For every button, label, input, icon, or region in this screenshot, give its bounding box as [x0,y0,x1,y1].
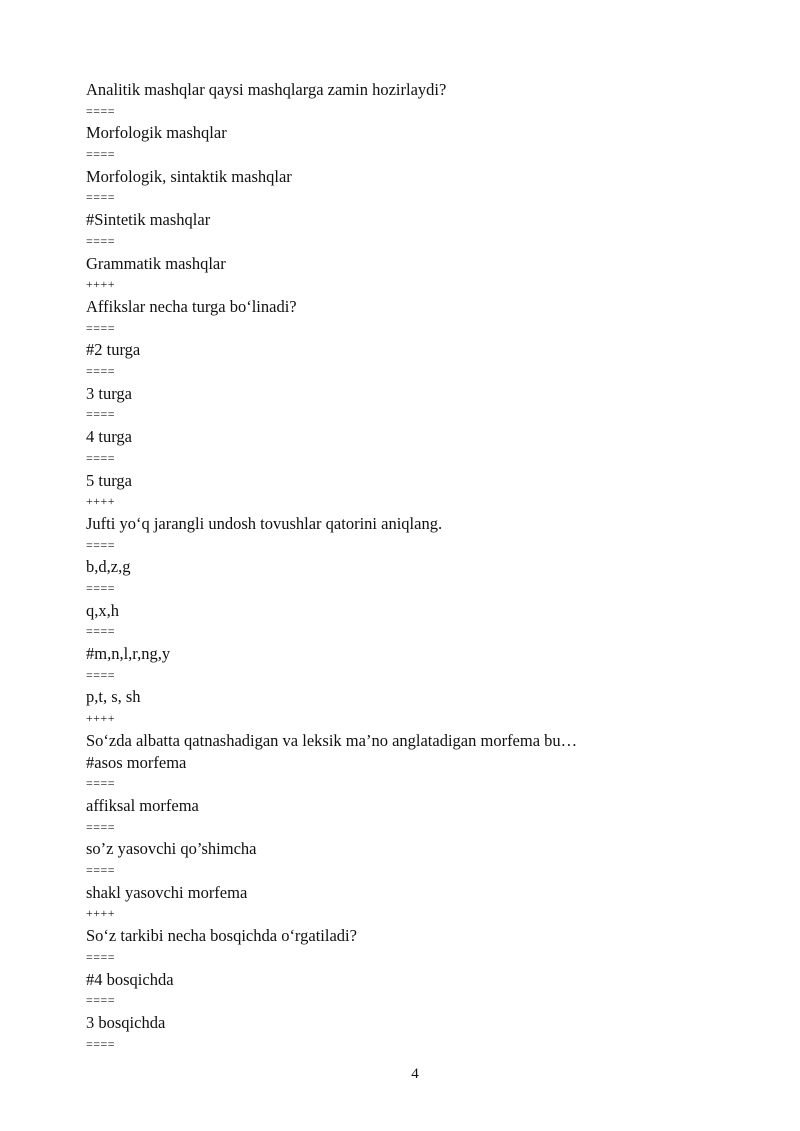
document-body [86,79,726,1055]
text-line: #m,n,l,r,ng,y [86,644,171,664]
text-line: 3 turga [86,383,132,403]
separator-line: ==== [86,147,116,162]
text-line: #asos morfema [86,752,187,772]
separator-line: ==== [86,364,116,379]
text-line: Grammatik mashqlar [86,253,226,273]
separator-line: ==== [86,233,116,248]
text-line: #4 bosqichda [86,969,174,989]
text-line: #2 turga [86,340,141,360]
text-line: Analitik mashqlar qaysi mashqlarga zamin hozirlaydi? [86,80,447,99]
separator-line: ++++ [86,906,116,921]
text-line: b,d,z,g [86,557,131,577]
separator-line: ==== [86,993,116,1008]
text-line: Jufti yo‘q jarangli undosh tovushlar qatorini aniqlang. [86,513,443,533]
separator-line: ==== [86,1036,116,1051]
text-line: Morfologik mashqlar [86,123,227,143]
separator-line: ==== [86,776,116,791]
text-line: shakl yasovchi morfema [86,882,248,902]
text-line: so’z yasovchi qo’shimcha [86,839,257,859]
separator-line: ==== [86,407,116,422]
text-line: So‘z tarkibi necha bosqichda o‘rgatiladi? [86,926,357,946]
text-line: Affikslar necha turga bo‘linadi? [86,296,297,316]
separator-line: ==== [86,819,116,834]
text-line: 5 turga [86,470,132,490]
text-line: 3 bosqichda [86,1012,166,1032]
separator-line: ++++ [86,277,116,292]
text-line: q,x,h [86,600,119,620]
text-line: So‘zda albatta qatnashadigan va leksik ma’no anglatadigan morfema bu… [86,730,578,750]
separator-line: ==== [86,450,116,465]
separator-line: ==== [86,103,116,118]
text-line: affiksal morfema [86,795,199,815]
separator-line: ++++ [86,494,116,509]
separator-line: ==== [86,581,116,595]
separator-line: ++++ [86,711,116,726]
text-line: Morfologik, sintaktik mashqlar [86,166,292,186]
separator-line: ==== [86,863,116,878]
page-number: 4 [411,1066,419,1082]
text-line: p,t, s, sh [86,687,141,707]
separator-line: ==== [86,667,116,682]
separator-line: ==== [86,320,116,335]
separator-line: ==== [86,190,116,205]
separator-line: ==== [86,537,116,552]
text-line: 4 turga [86,427,132,447]
separator-line: ==== [86,949,116,964]
text-line: #Sintetik mashqlar [86,210,211,230]
separator-line: ==== [86,624,116,639]
